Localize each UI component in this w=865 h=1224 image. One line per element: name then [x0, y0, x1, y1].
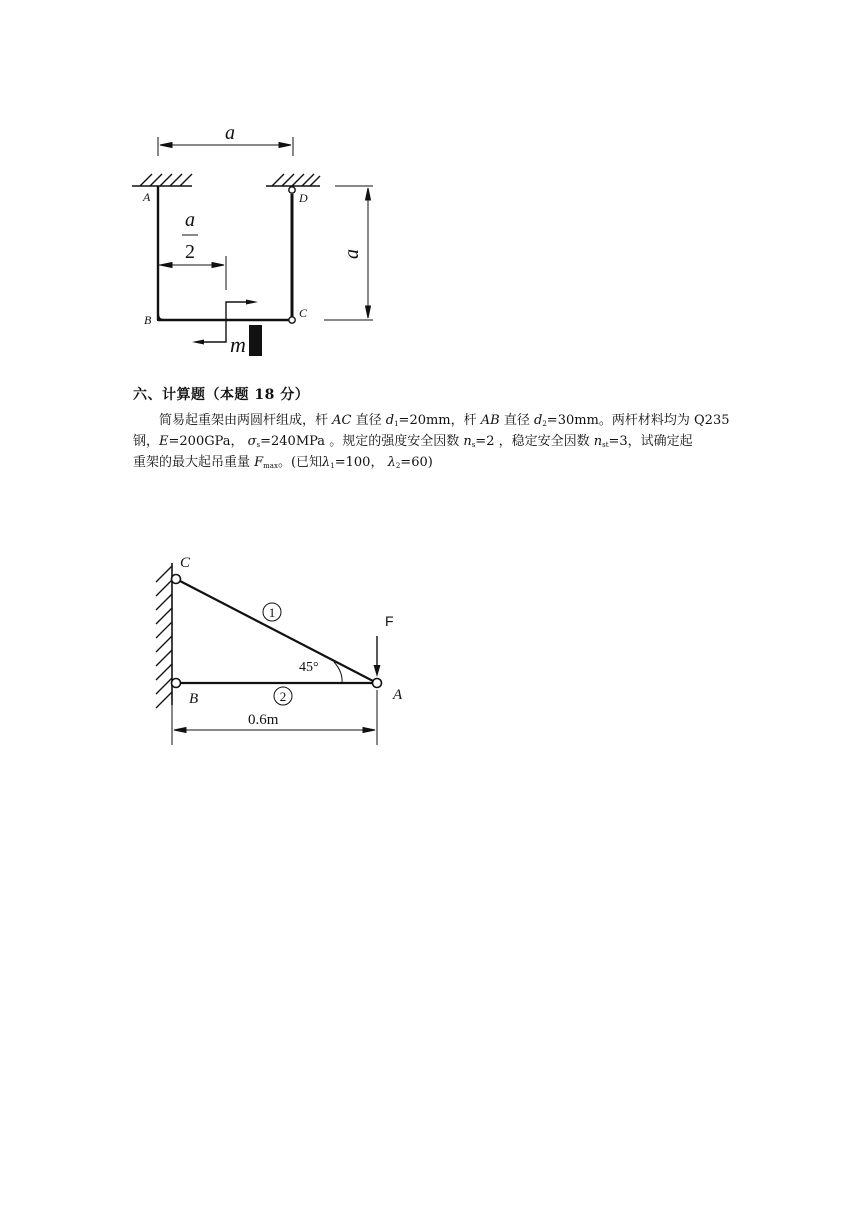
sub-st: st [602, 441, 609, 449]
var-AB: AB [480, 413, 500, 428]
var-nst: n [593, 434, 603, 449]
moment-label: m [230, 332, 246, 357]
label-A: A [143, 190, 151, 204]
text: =2 ，稳定安全因数 [475, 434, 594, 449]
sub-1: 1 [394, 420, 399, 428]
text: =20mm，杆 [398, 413, 481, 428]
problem-line-2 [133, 431, 738, 452]
var-n: n [463, 434, 472, 449]
wall-hatch [156, 566, 172, 708]
load-block [249, 325, 262, 356]
text: =100， [334, 455, 388, 470]
dim-right-label: a [341, 249, 363, 259]
dim-half-numerator: a [185, 209, 195, 231]
force-label: F [385, 613, 394, 629]
ceiling-hatch-right [266, 174, 320, 186]
label-C: C [180, 555, 191, 571]
var-AC: AC [332, 413, 352, 428]
dim-half-denominator: 2 [185, 241, 195, 263]
var-d2: d [534, 413, 543, 428]
var-d1: d [385, 413, 395, 428]
text: =3，试确定起 [608, 434, 693, 449]
couple-moment [192, 300, 258, 345]
rod-AC [180, 581, 373, 681]
rod-2-label: 2 [279, 689, 287, 704]
var-E: E [159, 434, 169, 449]
dim-top-label: a [225, 122, 235, 144]
problem-line-3 [133, 452, 738, 473]
text: 直径 [499, 413, 534, 428]
sub-l2: 2 [395, 462, 401, 470]
force-arrowhead [374, 665, 381, 677]
var-F: F [254, 455, 264, 470]
label-D: D [299, 191, 308, 205]
var-lambda1: λ [322, 455, 331, 470]
rod-1-label: 1 [268, 605, 276, 620]
text: =200GPa， [168, 434, 248, 449]
text: =30mm。两杆材料均为 Q235 [546, 413, 730, 428]
text: 钢， [133, 434, 160, 449]
hinge-D [289, 187, 295, 193]
text: =60) [400, 455, 433, 470]
problem-line-1 [133, 410, 738, 431]
label-C: C [299, 306, 308, 320]
hinge-C [172, 575, 181, 584]
frame-figure [0, 0, 420, 370]
sub-2: 2 [542, 420, 547, 428]
sub-s2: s [471, 441, 476, 449]
angle-label: 45° [299, 660, 319, 675]
length-label: 0.6m [248, 712, 279, 728]
corner-B [158, 314, 164, 320]
problem-statement [133, 410, 738, 473]
sub-s: s [256, 441, 261, 449]
label-B: B [144, 313, 152, 327]
text: 直径 [351, 413, 386, 428]
text: 重架的最大起吊重量 [133, 455, 255, 470]
label-B: B [189, 691, 199, 707]
sub-l1: 1 [330, 462, 335, 470]
var-sigma: σ [247, 434, 257, 449]
sub-max: max [263, 462, 278, 470]
hinge-B [172, 679, 181, 688]
var-lambda2: λ [387, 455, 396, 470]
text: =240MPa 。规定的强度安全因数 [260, 434, 464, 449]
label-A: A [393, 687, 403, 703]
section-heading: 六、计算题（本题 18 分） [133, 387, 310, 403]
hinge-C [289, 317, 295, 323]
ceiling-hatch-left [132, 174, 192, 186]
text: 简易起重架由两圆杆组成，杆 [159, 413, 333, 428]
hinge-A [373, 679, 382, 688]
text: 。(已知 [277, 455, 323, 470]
crane-figure [0, 540, 460, 760]
